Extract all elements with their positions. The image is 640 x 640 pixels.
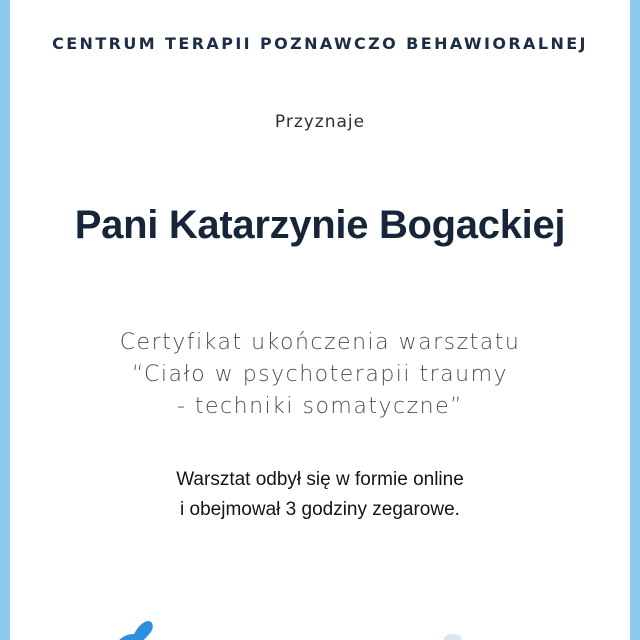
left-border-stripe bbox=[0, 0, 10, 640]
certificate-line: - techniki somatyczne” bbox=[176, 394, 464, 419]
recipient-name: Pani Katarzynie Bogackiej bbox=[74, 203, 566, 247]
right-border-stripe bbox=[630, 0, 640, 640]
grants-label: Przyznaje bbox=[274, 112, 366, 132]
workshop-info-line: Warsztat odbył się w formie online bbox=[176, 469, 464, 490]
workshop-info bbox=[10, 465, 630, 525]
decorative-mark-icon bbox=[444, 634, 462, 640]
organization-name: CENTRUM TERAPII POZNAWCZO BEHAWIORALNEJ bbox=[52, 34, 588, 53]
certificate-line: Certyfikat ukończenia warsztatu bbox=[119, 330, 521, 355]
organization-logo-icon bbox=[112, 618, 154, 640]
workshop-info-line: i obejmował 3 godziny zegarowe. bbox=[180, 499, 460, 520]
certificate-line: “Ciało w psychoterapii traumy bbox=[131, 362, 509, 387]
certificate-title bbox=[10, 327, 630, 423]
